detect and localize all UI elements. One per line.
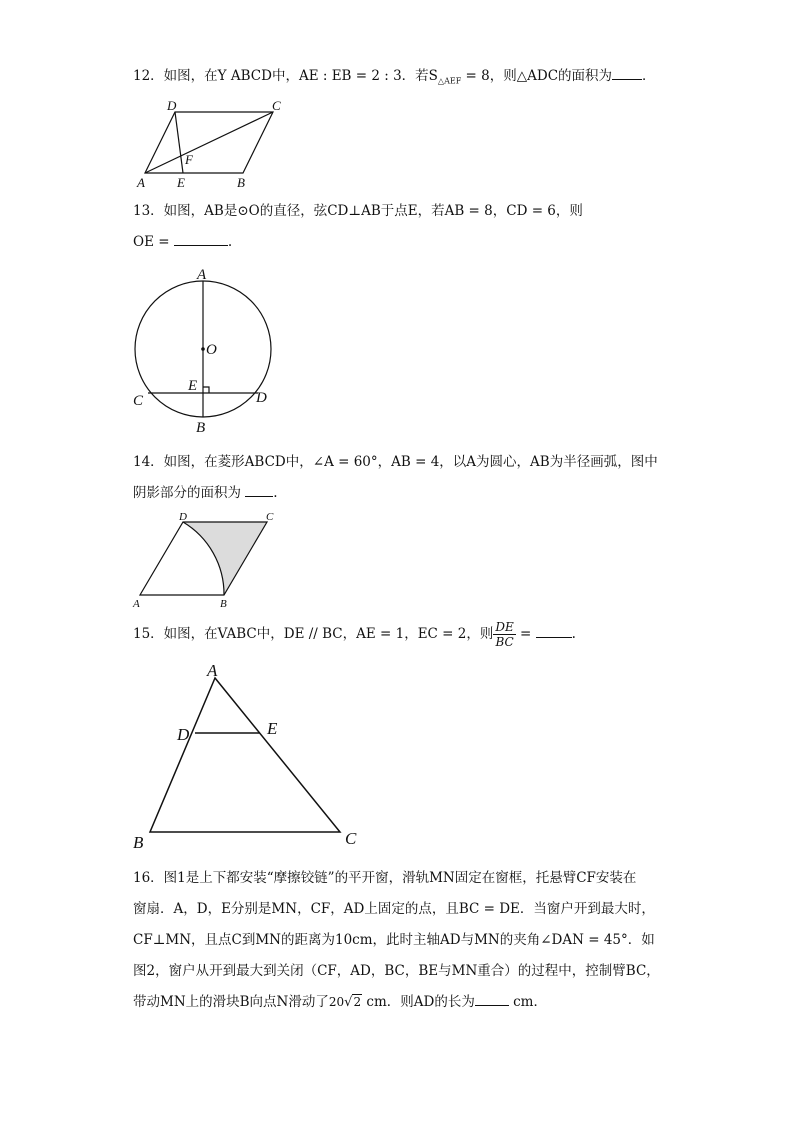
q15-label-c: C [345,829,357,848]
q15-frac-den: BC [495,635,514,649]
q14-end: . [273,485,278,501]
q13-label-b: B [196,420,206,436]
question-13-line1: 13．如图，AB是⊙O的直径，弦CD⊥AB于点E，若AB = 8，CD = 6，则 [133,203,583,219]
question-16-line1: 16．图1是上下都安装“摩擦铰链”的平开窗，滑轨MN固定在窗框，托悬臂CF安装在 [133,870,637,886]
q13-label-e: E [188,378,198,394]
q12-label-e: E [177,175,185,190]
sqrt-icon: √ [344,995,353,1010]
q14-label-a: A [133,598,140,610]
q12-end: ． [642,68,656,84]
q16-text-c: cm． [508,994,547,1010]
q15-tail: = [515,626,536,642]
q14-text: 阴影部分的面积为 [133,485,246,501]
q15-label-a: A [207,661,218,680]
q12-label-b: B [237,175,245,190]
q15-label-b: B [133,833,144,852]
q12-sub: △AEF [437,76,462,86]
q13-label-o: O [206,342,217,358]
question-16-line4: 图2，窗户从开到最大到关闭（CF，AD，BC，BE与MN重合）的过程中，控制臂BC， [133,963,660,979]
diagonal-ac [145,112,273,173]
q14-figure [125,508,285,610]
q12-tail: = 8，则△ADC的面积为 [461,68,613,84]
q15-frac-num: DE [495,620,514,634]
question-13-line2 [133,232,232,252]
q12-label-a: A [137,175,145,190]
q13-label-d: D [256,390,267,406]
q13-figure [125,262,285,440]
q12-figure [125,95,295,190]
question-16-line3: CF⊥MN，且点C到MN的距离为10cm，此时主轴AD与MN的夹角∠DAN = 45°．如 [133,932,655,948]
q15-stem: 15．如图，在VABC中，DE // BC，AE = 1，EC = 2，则 [133,626,494,642]
q15-end: . [571,626,576,642]
q15-answer-blank[interactable] [536,625,572,638]
q12-stem: 12．如图，在Y ABCD中，AE : EB = 2 : 3．若S [133,68,438,84]
question-14-line2 [133,483,278,503]
q13-label-c: C [133,393,144,409]
question-16-line2: 窗扇．A，D，E分别是MN，CF，AD上固定的点，且BC = DE．当窗户开到最大时， [133,901,655,917]
q12-answer-blank[interactable] [612,67,642,80]
q12-label-c: C [272,98,281,113]
q13-label-a: A [197,267,207,283]
shaded-region [183,522,267,595]
q16-text-a: 带动MN上的滑块B向点N滑动了 [133,994,329,1010]
question-16-line5 [133,992,547,1013]
question-15 [133,620,576,649]
question-12 [133,66,656,92]
q16-radicand: 2 [353,995,362,1009]
q13-prefix: OE = [133,234,174,250]
q16-coef: 20 [328,995,345,1009]
q14-label-b: B [220,598,227,610]
q15-fraction [493,620,515,649]
triangle-abc [150,678,340,832]
q13-answer-blank[interactable] [174,233,228,246]
question-14-line1: 14．如图，在菱形ABCD中，∠A = 60°，AB = 4，以A为圆心，AB为半径画弧，图中 [133,454,658,470]
right-angle-mark [203,387,209,393]
q15-figure [125,658,375,853]
q12-label-f: F [185,152,193,167]
q14-label-d: D [179,511,187,523]
q15-label-d: D [177,725,190,744]
q14-label-c: C [266,511,274,523]
q13-end: . [227,234,233,250]
q14-answer-blank[interactable] [245,484,273,497]
center-point [201,347,205,351]
q12-label-d: D [167,98,177,113]
q16-text-b: cm．则AD的长为 [362,994,475,1010]
segment-de [175,112,183,173]
q16-answer-blank[interactable] [475,993,509,1006]
q15-label-e: E [267,719,278,738]
